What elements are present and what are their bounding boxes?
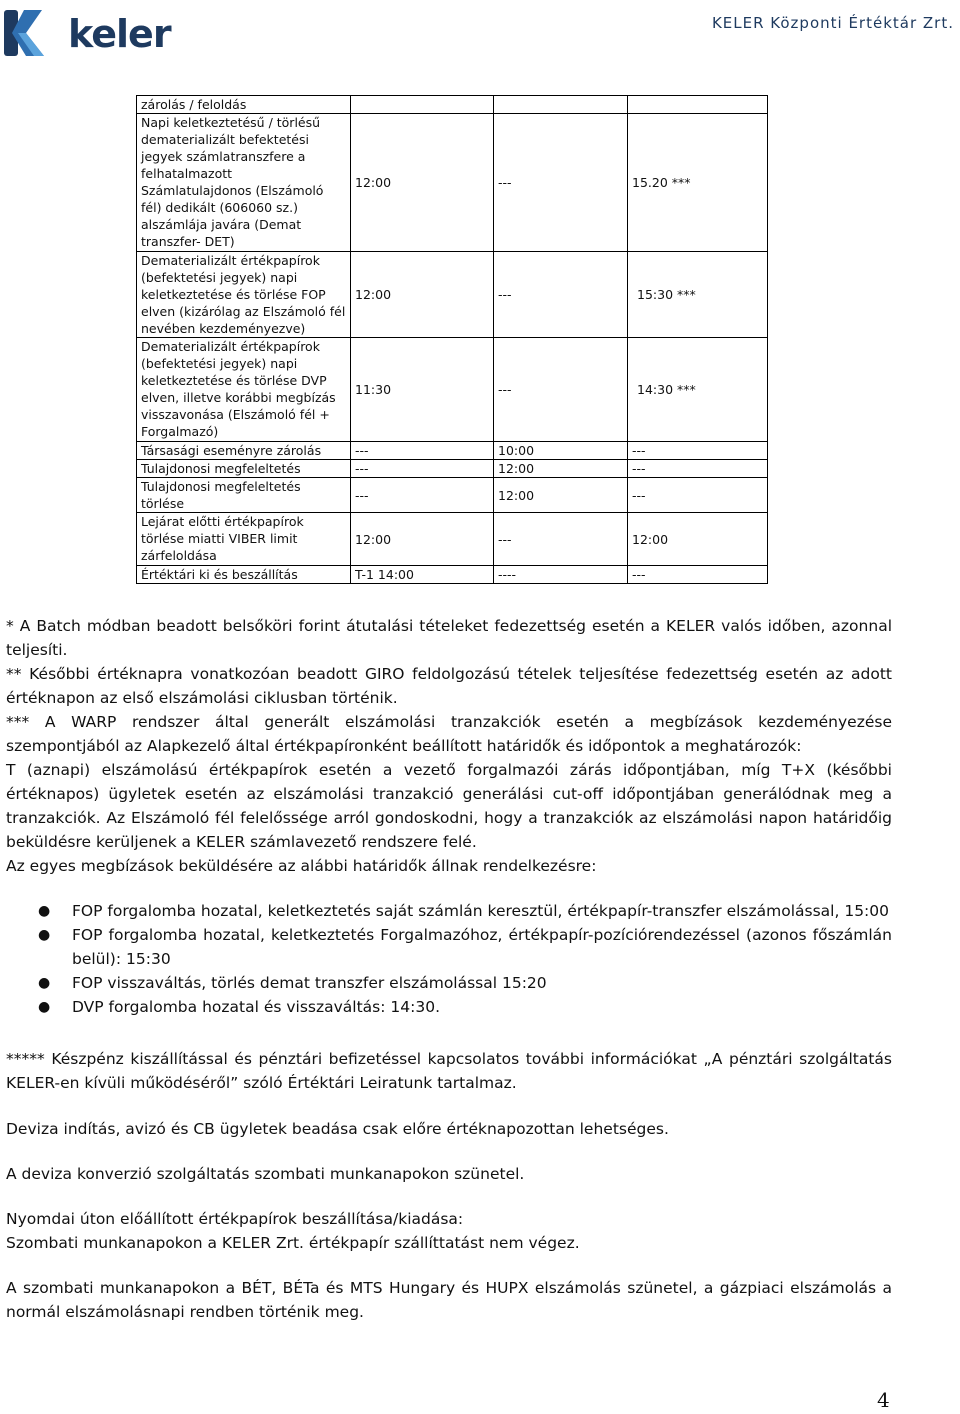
note-warp-intro: Az egyes megbízások beküldésére az alábbi határidők állnak rendelkezésre: [6,857,597,875]
table-cell: --- [494,338,628,442]
note-conversion: A deviza konverzió szolgáltatás szombati munkanapokon szünetel. [6,1165,525,1183]
note-warp-detail: T (aznapi) elszámolású értékpapírok esetén a vezető forgalmazói zárás időpontjában, míg T+X (későbbi értéknapos) ügyletek esetén az elszámolási tranzakció generálási cut-off időpontjában generálódnak meg a tranzakciók. Az Elszámoló fél felelőssége arról gondoskodni, hogy a tranzakciók az elszámolási napon határidőig beküldésre kerüljenek a KELER számlavezető rendszere felé. [6,761,892,851]
table-cell: --- [351,442,494,460]
table-cell: 12:00 [351,114,494,252]
table-cell-description: Napi keletkeztetésű / törlésű dematerializált befektetési jegyek számlatranszfere a felhatalmazott Számlatulajdonos (Elszámoló fél) dedikált (606060 sz.) alszámlája javára (Demat transzfer- DET) [137,114,351,252]
table-row [137,460,768,478]
note-fx: Deviza indítás, avizó és CB ügyletek beadása csak előre értéknapozottan lehetséges. [6,1120,669,1138]
table-cell: 11:30 [351,338,494,442]
table-cell: 12:00 [351,252,494,338]
list-item: ● FOP forgalomba hozatal, keletkeztetés Forgalmazóhoz, értékpapír-pozíciórendezéssel (azonos főszámlán belül): 15:30 [6,923,892,971]
table-cell-description: Tulajdonosi megfeleltetés [137,460,351,478]
table-cell: T-1 14:00 [351,566,494,584]
table-cell [494,96,628,114]
table-cell: 12:00 [351,513,494,566]
page-number: 4 [877,1388,890,1412]
table-cell: --- [351,478,494,513]
table-row [137,96,768,114]
table-cell: 14:30 *** [628,338,768,442]
table-row [137,442,768,460]
table-cell-description: Dematerializált értékpapírok (befektetési jegyek) napi keletkeztetése és törlése FOP elven (kizárólag az Elszámoló fél nevében kezdeményezve) [137,252,351,338]
keler-logo [4,8,174,60]
note-saturday: A szombati munkanapokon a BÉT, BÉTa és MTS Hungary és HUPX elszámolás szünetel, a gázpiaci elszámolás a normál elszámolásnapi rendben történik meg. [6,1279,892,1321]
footnotes [6,614,892,1324]
table-cell [351,96,494,114]
table-row [137,252,768,338]
table-row [137,478,768,513]
bullet-icon: ● [38,903,51,919]
table-row [137,338,768,442]
company-name: KELER Központi Értéktár Zrt. [711,14,954,32]
table-cell: --- [494,513,628,566]
table-cell-description: Dematerializált értékpapírok (befektetési jegyek) napi keletkeztetése és törlése DVP elven, illetve korábbi megbízás visszavonása (Elszámoló fél + Forgalmazó) [137,338,351,442]
table-cell: 15.20 *** [628,114,768,252]
table-cell-description: Értéktári ki és beszállítás [137,566,351,584]
table-cell: --- [628,478,768,513]
bullet-icon: ● [38,927,51,943]
page-header [0,0,960,70]
note-print-title: Nyomdai úton előállított értékpapírok beszállítása/kiadása: [6,1210,464,1228]
note-warp: *** A WARP rendszer által generált elszámolási tranzakciók esetén a megbízások kezdeményezése szempontjából az Alapkezelő által értékpapíronként beállított határidők és időpontok a meghatározók: [6,713,892,755]
table-cell: --- [494,252,628,338]
note-batch: * A Batch módban beadott belsőköri forint átutalási tételeket fedezettség esetén a KELER valós időben, azonnal teljesíti. [6,617,892,659]
list-item: ● FOP forgalomba hozatal, keletkeztetés saját számlán keresztül, értékpapír-transzfer elszámolással, 15:00 [6,899,892,923]
table-cell: 12:00 [628,513,768,566]
table-cell: --- [494,114,628,252]
table-cell: 15:30 *** [628,252,768,338]
table-cell: ---- [494,566,628,584]
table-cell [628,96,768,114]
table-cell: --- [628,566,768,584]
table-cell: --- [351,460,494,478]
table-cell-description: zárolás / feloldás [137,96,351,114]
table-cell-description: Lejárat előtti értékpapírok törlése miatti VIBER limit zárfeloldása [137,513,351,566]
list-item: ● FOP visszaváltás, törlés demat transzfer elszámolással 15:20 [6,971,892,995]
deadline-table [136,95,768,584]
table-cell: 10:00 [494,442,628,460]
table-cell-description: Társasági eseményre zárolás [137,442,351,460]
note-giro: ** Későbbi értéknapra vonatkozóan beadott GIRO feldolgozású tételek teljesítése fedezettség esetén az adott értéknapon az első elszámolási ciklusban történik. [6,665,892,707]
table-row [137,513,768,566]
bullet-icon: ● [38,975,51,991]
bullet-icon: ● [38,999,51,1015]
list-item: ● DVP forgalomba hozatal és visszaváltás: 14:30. [6,995,892,1019]
table-row [137,566,768,584]
note-print-detail: Szombati munkanapokon a KELER Zrt. értékpapír szállíttatást nem végez. [6,1234,580,1252]
table-cell: 12:00 [494,478,628,513]
deadline-list [6,899,892,1019]
table-row [137,114,768,252]
table-cell-description: Tulajdonosi megfeleltetés törlése [137,478,351,513]
logo-wordmark: keler [68,12,171,56]
keler-logo-icon [4,8,60,60]
table-cell: --- [628,442,768,460]
table-cell: 12:00 [494,460,628,478]
note-cash: ***** Készpénz kiszállítással és pénztári befizetéssel kapcsolatos további információkat „A pénztári szolgáltatás KELER-en kívüli működéséről” szóló Értéktári Leiratunk tartalmaz. [6,1050,892,1092]
table-cell: --- [628,460,768,478]
